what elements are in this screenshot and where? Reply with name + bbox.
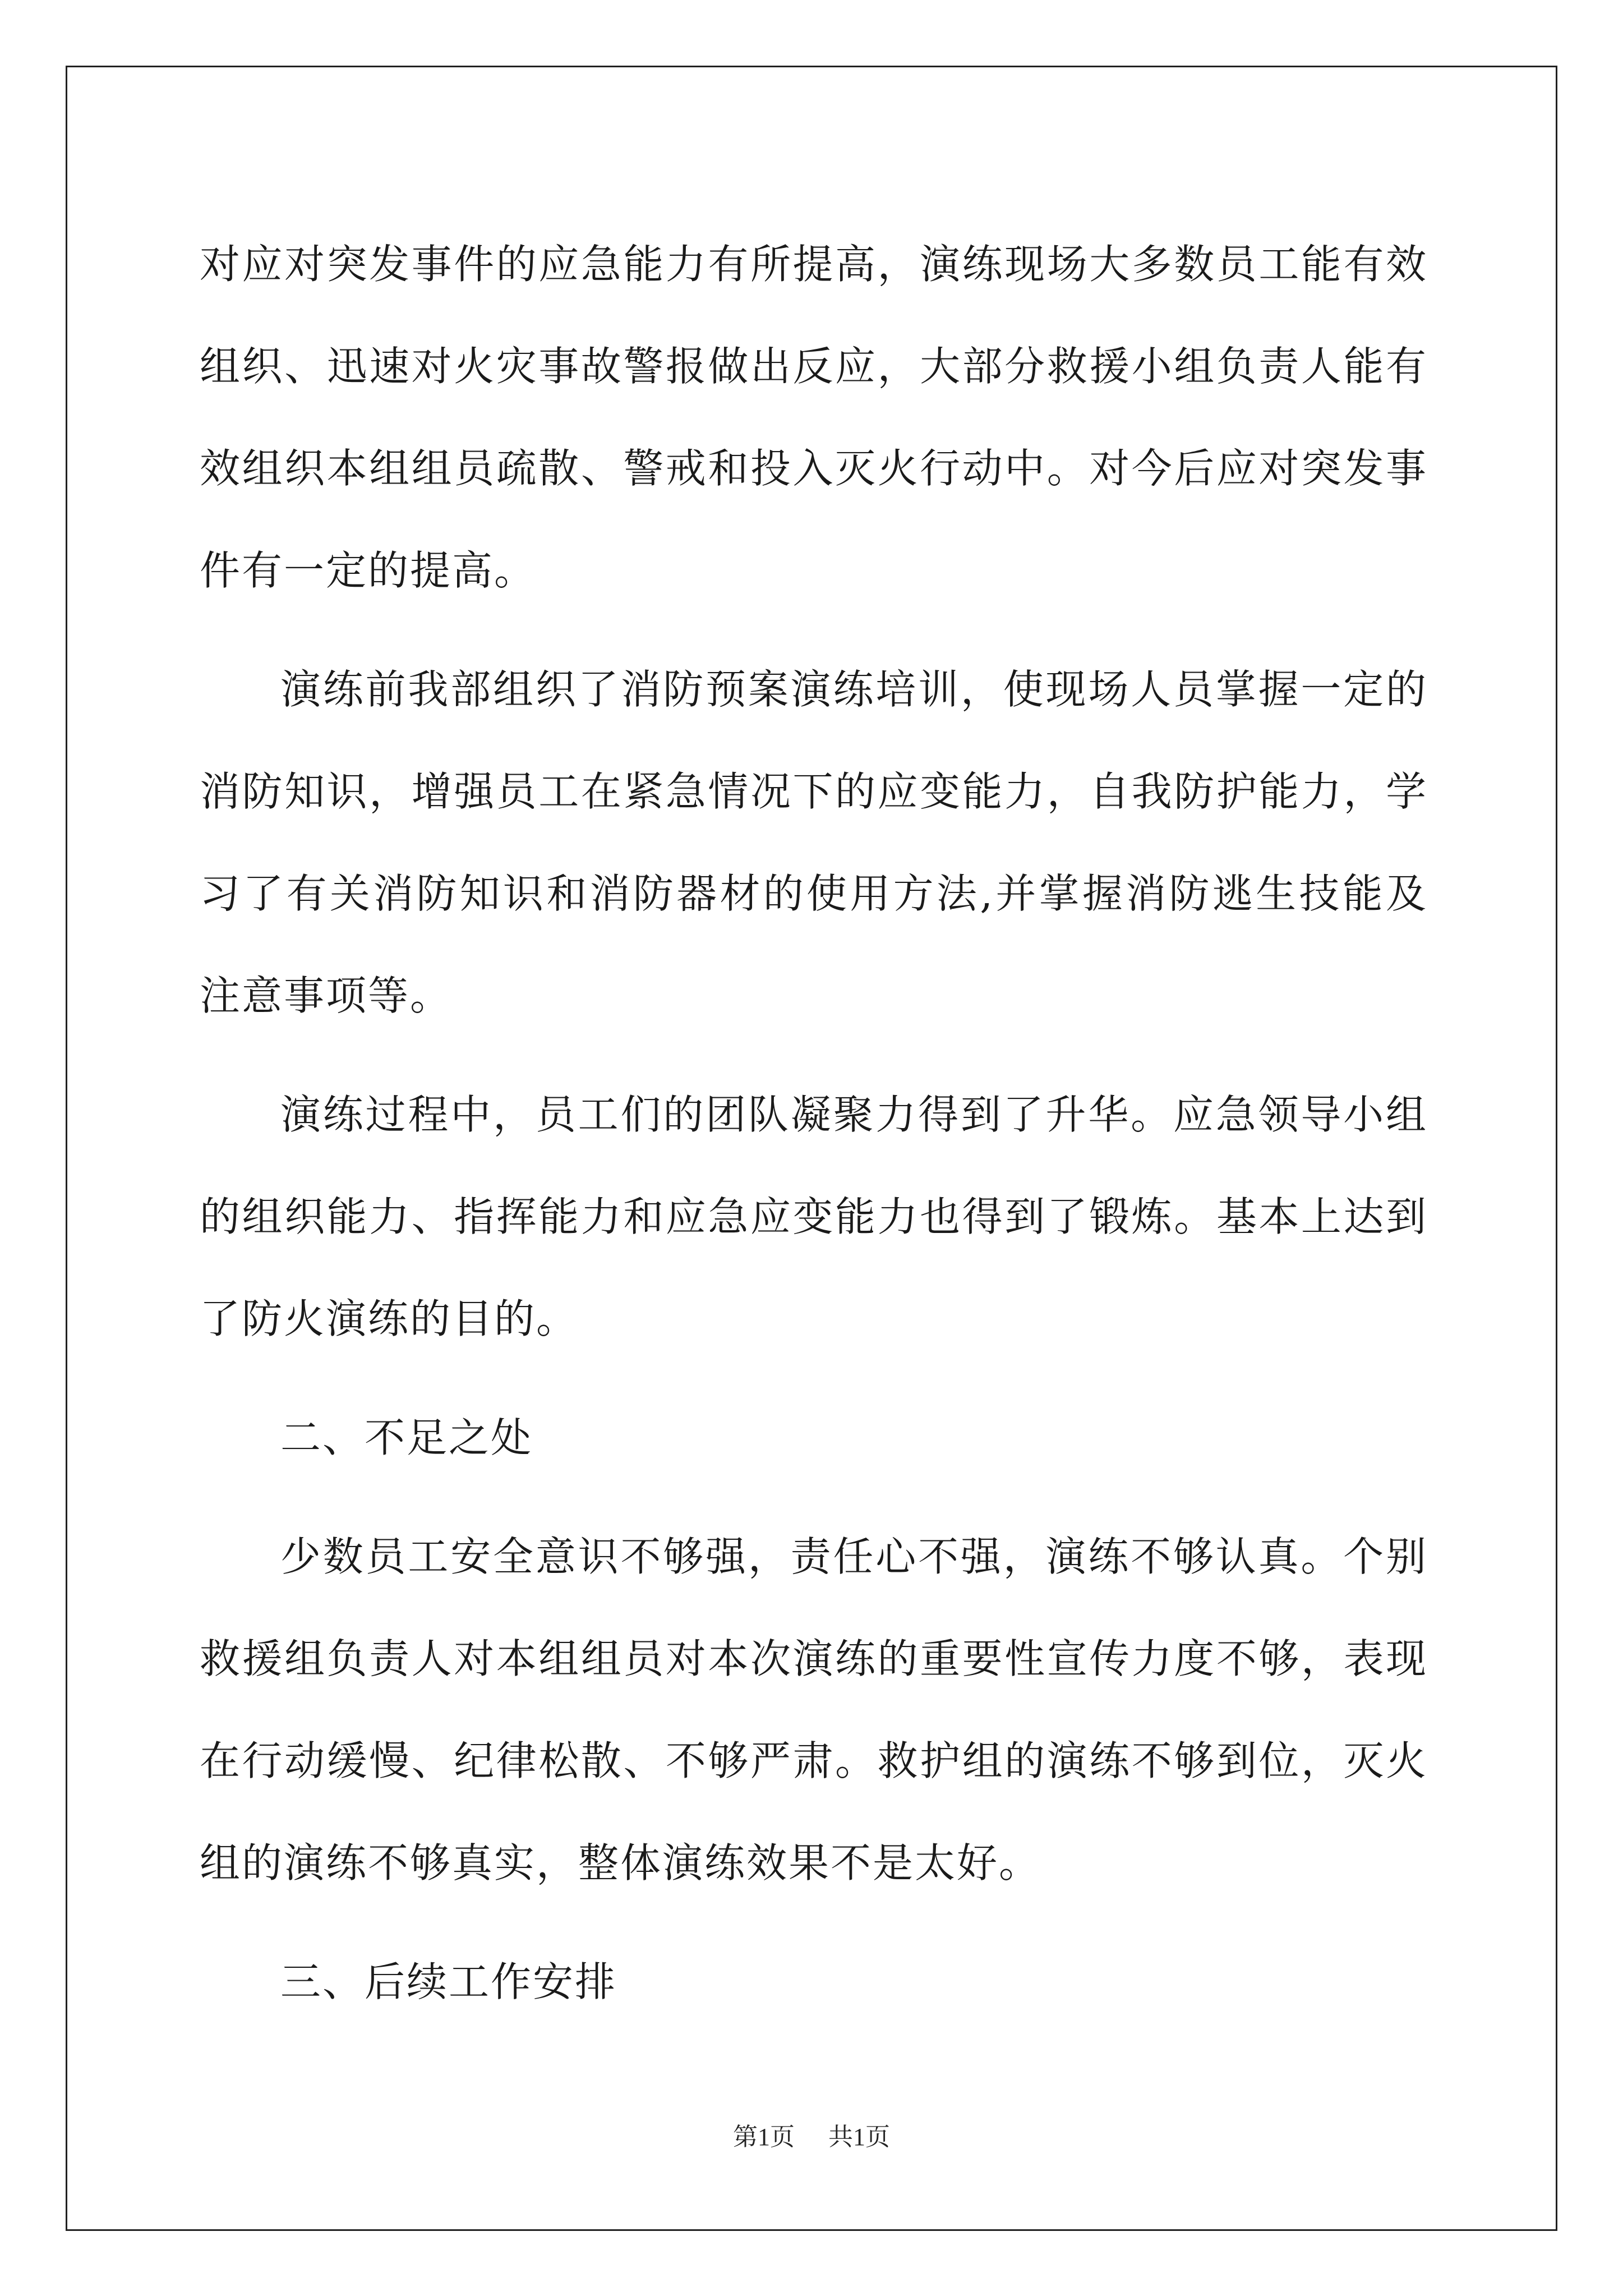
page-footer xyxy=(0,2120,1623,2154)
paragraph-2: 演练前我部组织了消防预案演练培训，使现场人员掌握一定的消防知识，增强员工在紧急情况下的应变能力，自我防护能力，学习了有关消防知识和消防器材的使用方法,并掌握消防逃生技能及注意事项等。 xyxy=(200,666,1428,1019)
section-heading-follow-up: 三、后续工作安排 xyxy=(280,1958,617,2005)
page-number: 第1页 xyxy=(733,2123,795,2151)
document-body xyxy=(200,213,1428,2033)
section-heading-shortcomings: 二、不足之处 xyxy=(280,1414,533,1461)
paragraph-5: 少数员工安全意识不够强，责任心不强，演练不够认真。个别救援组负责人对本组组员对本次演练的重要性宣传力度不够，表现在行动缓慢、纪律松散、不够严肃。救护组的演练不够到位，灭火组的演练不够真实，整体演练效果不是太好。 xyxy=(200,1533,1428,1887)
page-total: 共1页 xyxy=(828,2123,890,2151)
paragraph-1: 对应对突发事件的应急能力有所提高，演练现场大多数员工能有效组织、迅速对火灾事故警报做出反应，大部分救援小组负责人能有效组织本组组员疏散、警戒和投入灭火行动中。对今后应对突发事件有一定的提高。 xyxy=(200,241,1428,594)
paragraph-3: 演练过程中，员工们的团队凝聚力得到了升华。应急领导小组的组织能力、指挥能力和应急应变能力也得到了锻炼。基本上达到了防火演练的目的。 xyxy=(200,1091,1428,1342)
